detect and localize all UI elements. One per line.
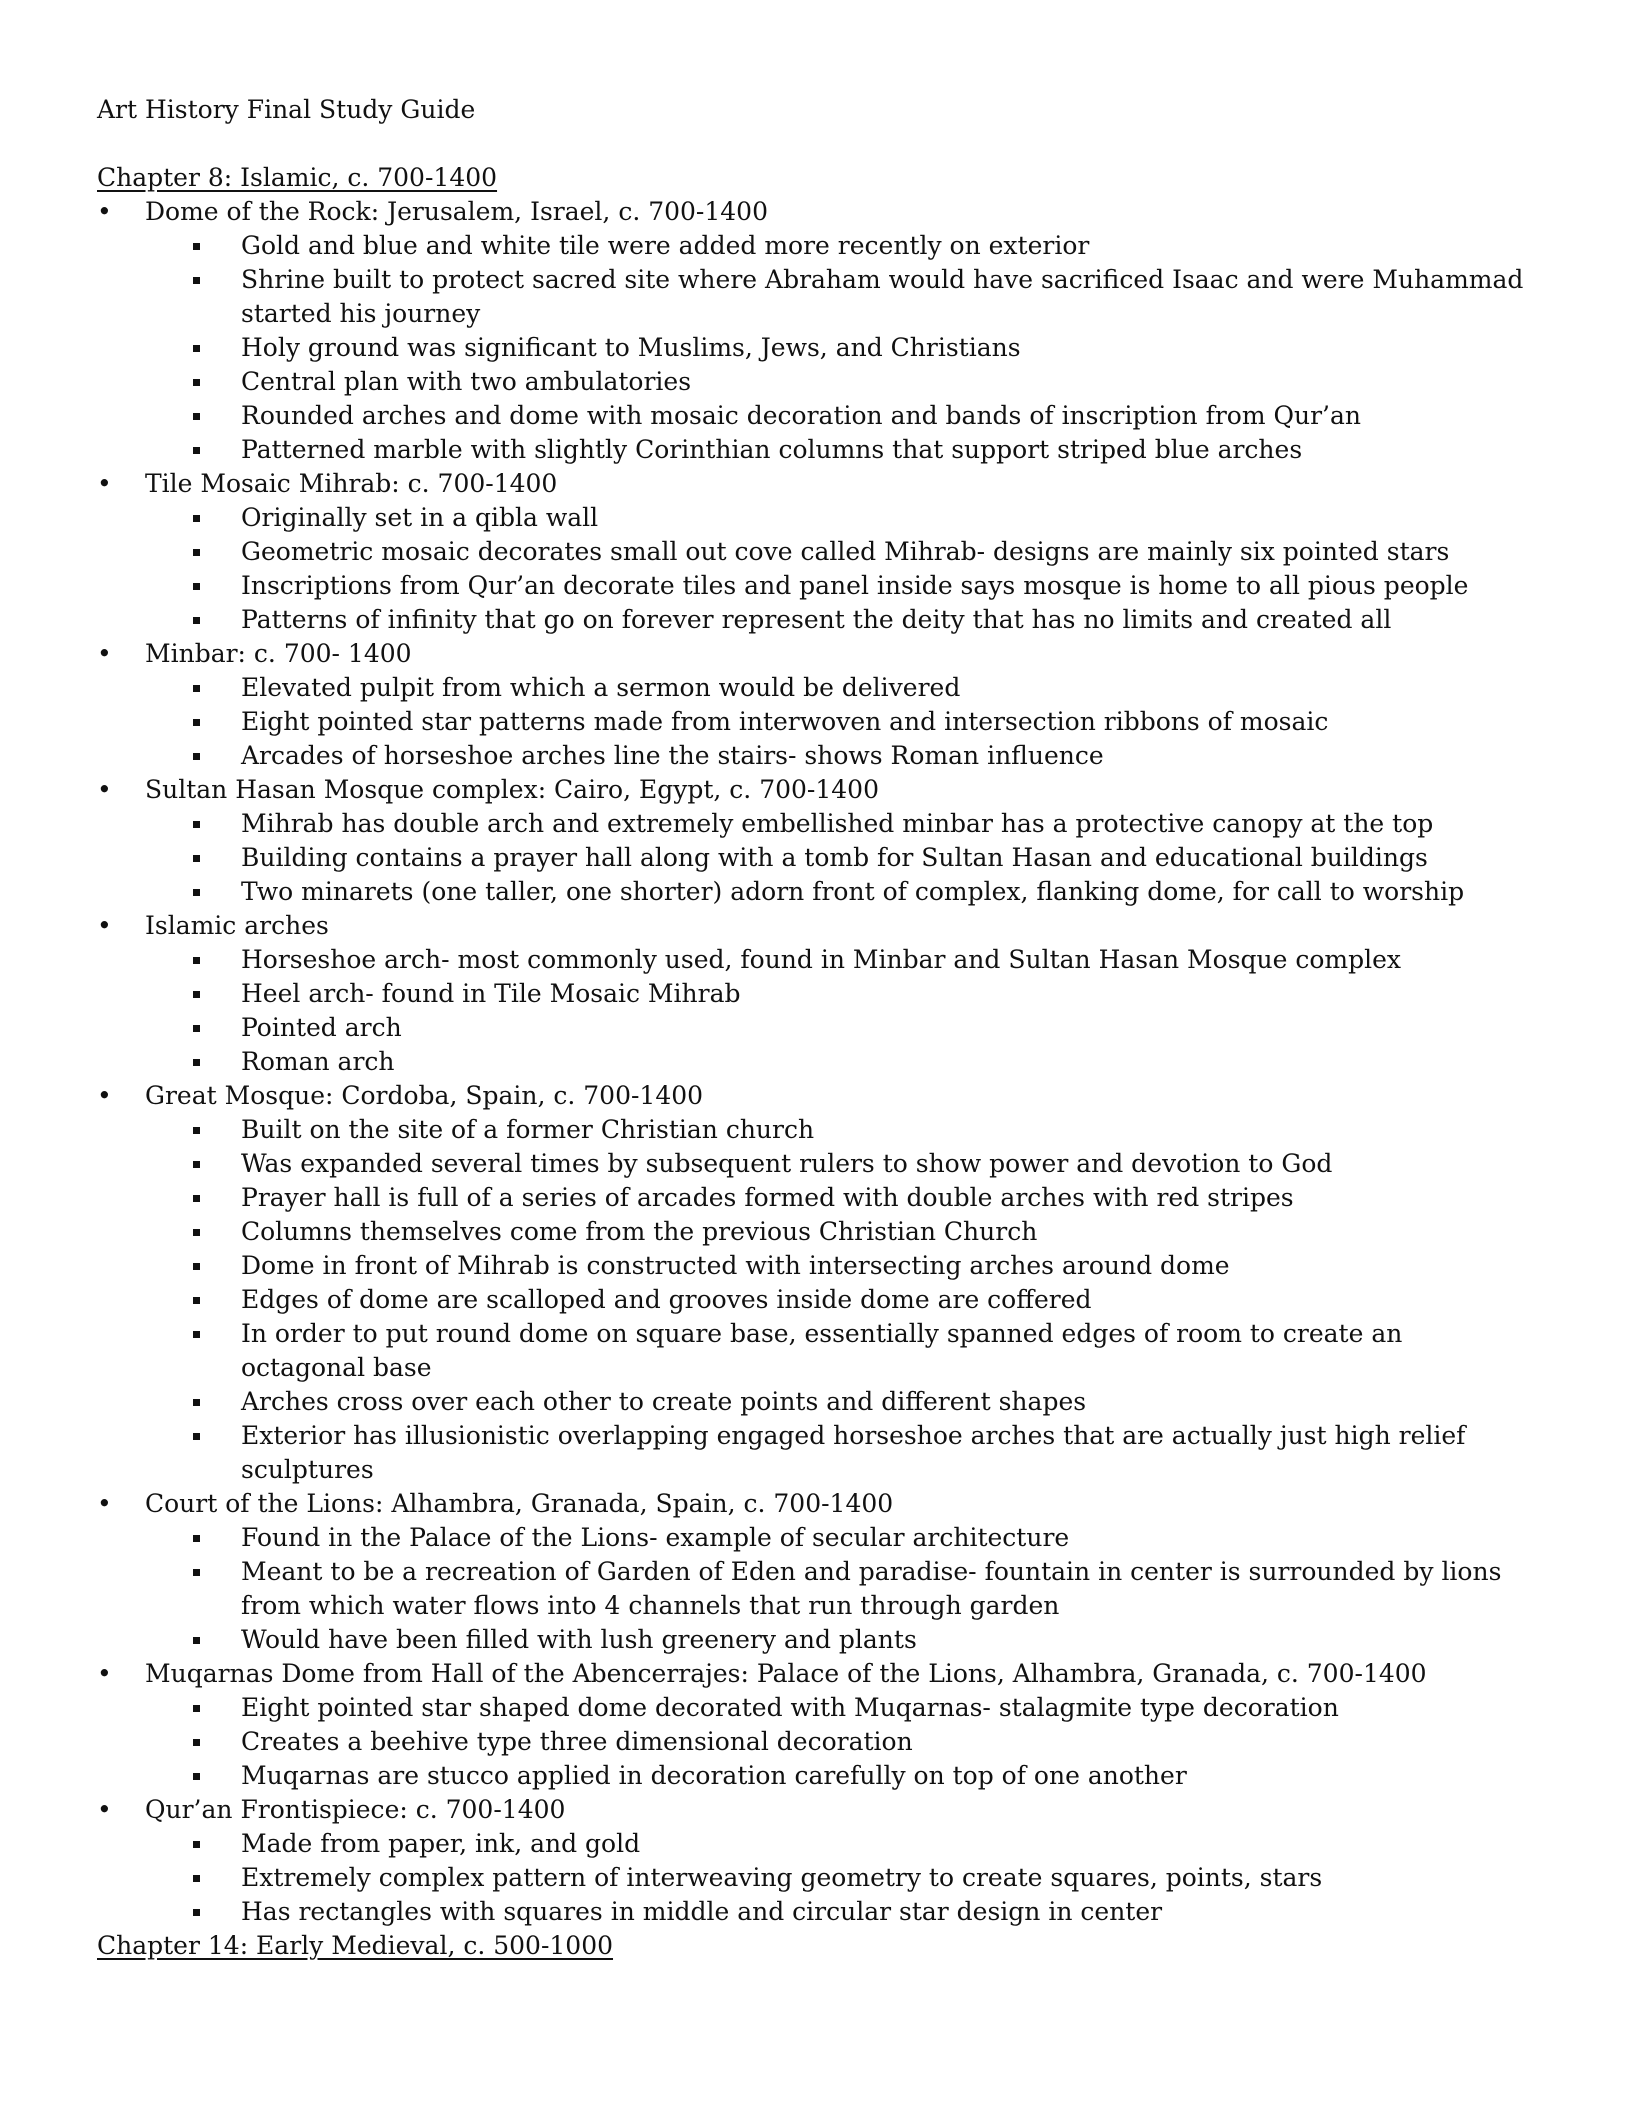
point-item (145, 1691, 1527, 1725)
topic-item (97, 1487, 1527, 1657)
topic-title: • Great Mosque: Cordoba, Spain, c. 700-1400 (145, 1081, 704, 1110)
point-item (145, 977, 1527, 1011)
point-text: Arcades of horseshoe arches line the stairs- shows Roman influence (241, 741, 1104, 770)
point-text: Edges of dome are scalloped and grooves inside dome are coffered (241, 1285, 1092, 1314)
point-item (145, 399, 1527, 433)
point-text: Building contains a prayer hall along with a tomb for Sultan Hasan and educational buildings (241, 843, 1428, 872)
point-text: Would have been filled with lush greenery and plants (241, 1625, 917, 1654)
point-item (145, 943, 1527, 977)
point-list (145, 1521, 1527, 1657)
point-text: Eight pointed star patterns made from interwoven and intersection ribbons of mosaic (241, 707, 1329, 736)
point-text: Eight pointed star shaped dome decorated with Muqarnas- stalagmite type decoration (241, 1693, 1339, 1722)
point-text: Extremely complex pattern of interweaving geometry to create squares, points, stars (241, 1863, 1323, 1892)
point-text: Creates a beehive type three dimensional decoration (241, 1727, 913, 1756)
point-item (145, 501, 1527, 535)
point-item (145, 1861, 1527, 1895)
point-item (145, 535, 1527, 569)
topic-item (97, 467, 1527, 637)
point-item (145, 1011, 1527, 1045)
point-text: Built on the site of a former Christian church (241, 1115, 815, 1144)
chapter-heading: Chapter 14: Early Medieval, c. 500-1000 (97, 1931, 614, 1960)
point-text: Has rectangles with squares in middle and circular star design in center (241, 1897, 1163, 1926)
chapter-heading: Chapter 8: Islamic, c. 700-1400 (97, 163, 498, 192)
point-item (145, 1895, 1527, 1929)
point-item (145, 1045, 1527, 1079)
point-text: Was expanded several times by subsequent rulers to show power and devotion to God (241, 1149, 1333, 1178)
point-item (145, 1147, 1527, 1181)
point-text: Roman arch (241, 1047, 395, 1076)
topic-title: • Islamic arches (145, 911, 329, 940)
point-text: Found in the Palace of the Lions- example of secular architecture (241, 1523, 1070, 1552)
point-text: Dome in front of Mihrab is constructed with intersecting arches around dome (241, 1251, 1230, 1280)
point-text: Holy ground was significant to Muslims, Jews, and Christians (241, 333, 1021, 362)
point-item (145, 1623, 1527, 1657)
point-list (145, 807, 1527, 909)
topic-list (97, 195, 1527, 1929)
point-text: Shrine built to protect sacred site where Abraham would have sacrificed Isaac and were Muhammad started his journey (241, 265, 1524, 328)
topic-item (97, 773, 1527, 909)
point-text: Geometric mosaic decorates small out cove called Mihrab- designs are mainly six pointed stars (241, 537, 1450, 566)
point-list (145, 229, 1527, 467)
point-text: Muqarnas are stucco applied in decoration carefully on top of one another (241, 1761, 1187, 1790)
point-text: Rounded arches and dome with mosaic decoration and bands of inscription from Qur’an (241, 401, 1362, 430)
point-text: Meant to be a recreation of Garden of Eden and paradise- fountain in center is surrounded by lions from which water flows into 4 channels that run through garden (241, 1557, 1502, 1620)
topic-title: • Tile Mosaic Mihrab: c. 700-1400 (145, 469, 558, 498)
point-item (145, 671, 1527, 705)
point-item (145, 1317, 1527, 1385)
point-list (145, 671, 1527, 773)
point-text: Two minarets (one taller, one shorter) adorn front of complex, flanking dome, for call to worship (241, 877, 1465, 906)
point-item (145, 569, 1527, 603)
point-item (145, 1759, 1527, 1793)
point-text: Horseshoe arch- most commonly used, found in Minbar and Sultan Hasan Mosque complex (241, 945, 1402, 974)
point-text: Originally set in a qibla wall (241, 503, 599, 532)
topic-item (97, 909, 1527, 1079)
point-list (145, 1827, 1527, 1929)
point-item (145, 1827, 1527, 1861)
topic-title: • Minbar: c. 700- 1400 (145, 639, 412, 668)
point-item (145, 1181, 1527, 1215)
point-text: Pointed arch (241, 1013, 402, 1042)
point-list (145, 1113, 1527, 1487)
point-text: Arches cross over each other to create points and different shapes (241, 1387, 1087, 1416)
point-item (145, 1555, 1527, 1623)
point-item (145, 229, 1527, 263)
point-text: In order to put round dome on square base, essentially spanned edges of room to create an octagonal base (241, 1319, 1403, 1382)
topic-item (97, 195, 1527, 467)
topic-item (97, 1793, 1527, 1929)
point-item (145, 1215, 1527, 1249)
point-item (145, 263, 1527, 331)
chapters-container (97, 161, 1527, 1963)
chapter-section (97, 161, 1527, 1929)
point-item (145, 1419, 1527, 1487)
topic-title: • Sultan Hasan Mosque complex: Cairo, Egypt, c. 700-1400 (145, 775, 879, 804)
point-text: Patterned marble with slightly Corinthian columns that support striped blue arches (241, 435, 1303, 464)
point-text: Heel arch- found in Tile Mosaic Mihrab (241, 979, 741, 1008)
point-item (145, 739, 1527, 773)
point-text: Prayer hall is full of a series of arcades formed with double arches with red stripes (241, 1183, 1294, 1212)
point-list (145, 501, 1527, 637)
study-guide-page (97, 93, 1527, 1963)
point-item (145, 365, 1527, 399)
point-item (145, 1521, 1527, 1555)
point-text: Elevated pulpit from which a sermon would be delivered (241, 673, 961, 702)
topic-title: • Qur’an Frontispiece: c. 700-1400 (145, 1795, 566, 1824)
point-list (145, 1691, 1527, 1793)
topic-item (97, 1079, 1527, 1487)
point-item (145, 807, 1527, 841)
topic-title: • Dome of the Rock: Jerusalem, Israel, c. 700-1400 (145, 197, 768, 226)
topic-item (97, 1657, 1527, 1793)
point-text: Exterior has illusionistic overlapping engaged horseshoe arches that are actually just high relief sculptures (241, 1421, 1466, 1484)
chapter-section (97, 1929, 1527, 1963)
point-item (145, 1113, 1527, 1147)
document-title: Art History Final Study Guide (97, 95, 476, 124)
point-item (145, 603, 1527, 637)
point-text: Made from paper, ink, and gold (241, 1829, 641, 1858)
point-item (145, 331, 1527, 365)
point-text: Mihrab has double arch and extremely embellished minbar has a protective canopy at the top (241, 809, 1434, 838)
point-list (145, 943, 1527, 1079)
point-text: Gold and blue and white tile were added more recently on exterior (241, 231, 1090, 260)
point-item (145, 1725, 1527, 1759)
point-text: Inscriptions from Qur’an decorate tiles and panel inside says mosque is home to all pious people (241, 571, 1469, 600)
topic-title: • Muqarnas Dome from Hall of the Abencerrajes: Palace of the Lions, Alhambra, Granada, c. 700-1400 (145, 1659, 1427, 1688)
point-text: Patterns of infinity that go on forever represent the deity that has no limits and created all (241, 605, 1392, 634)
point-text: Central plan with two ambulatories (241, 367, 692, 396)
point-item (145, 841, 1527, 875)
point-text: Columns themselves come from the previous Christian Church (241, 1217, 1038, 1246)
topic-item (97, 637, 1527, 773)
point-item (145, 1249, 1527, 1283)
topic-title: • Court of the Lions: Alhambra, Granada, Spain, c. 700-1400 (145, 1489, 894, 1518)
point-item (145, 875, 1527, 909)
point-item (145, 705, 1527, 739)
point-item (145, 433, 1527, 467)
point-item (145, 1385, 1527, 1419)
point-item (145, 1283, 1527, 1317)
